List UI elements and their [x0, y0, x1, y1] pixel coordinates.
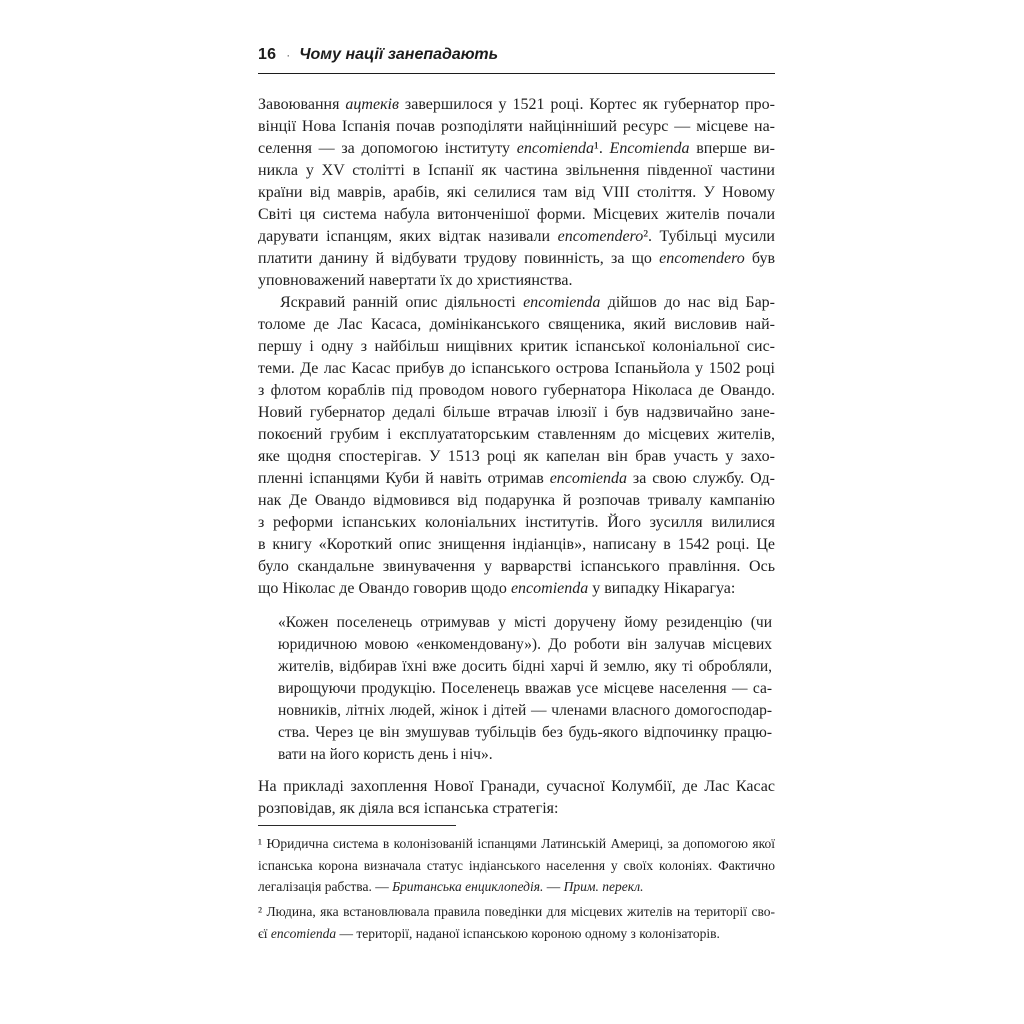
text-segment: новників, літніх людей, жінок і дітей — членами власного домогосподар-: [278, 702, 772, 719]
italic-text-segment: Прим. перекл.: [563, 879, 644, 894]
text-segment: пленні іспанцями Куби й навіть отримав: [258, 470, 550, 487]
text-segment: селення — за допомогою інституту: [258, 140, 517, 157]
text-segment: ства. Через це він змушував тубільців без будь-якого відпочинку працю-: [278, 724, 772, 741]
page-content: [258, 46, 775, 944]
text-line: [258, 160, 775, 182]
text-segment: теми. Де лас Касас прибув до іспанського острова Іспаньйола у 1502 році: [258, 360, 775, 377]
text-segment: іспанська корона визначала статус індіанського населення у своїх колоніях. Фактично: [258, 857, 775, 873]
text-segment: було скандальне звинувачення у варварстві іспанського правління. Ось: [258, 558, 775, 575]
text-segment: дійшов до нас від Бар-: [600, 294, 775, 311]
text-segment: Яскравий ранній опис діяльності: [280, 294, 524, 311]
paragraph-1: [258, 94, 775, 292]
text-segment: платити данину й відбувати трудову повинність, за що: [258, 250, 660, 267]
italic-text-segment: encomienda: [270, 925, 337, 941]
footnotes-section: [258, 833, 775, 944]
text-segment: На прикладі захоплення Нової Гранади, сучасної Колумбії, де Лас Касас: [258, 778, 775, 795]
italic-text-segment: encomendero: [557, 228, 644, 245]
text-segment: Завоювання: [258, 96, 346, 113]
text-segment: — території, наданої іспанською короною одному з колонізаторів.: [336, 925, 720, 941]
text-segment: юридичною мовою «енкомендовану»). До роботи він залучав місцевих: [278, 636, 772, 653]
text-line: [278, 678, 772, 700]
text-segment: —: [543, 879, 564, 894]
text-segment: в книгу «Короткий опис знищення індіанців», написану в 1542 році. Це: [258, 536, 775, 553]
text-line: [258, 358, 775, 380]
text-line: [278, 744, 772, 766]
text-line: [258, 901, 775, 923]
text-segment: розповідав, як діяла вся іспанська стратегія:: [258, 800, 559, 817]
text-line: [258, 424, 775, 446]
text-segment: ². Тубільці мусили: [643, 228, 775, 245]
text-segment: з реформи іспанських колоніальних інститутів. Його зусилля вилилися: [258, 514, 775, 531]
italic-text-segment: encomienda: [516, 140, 595, 157]
text-line: [258, 512, 775, 534]
text-line: [278, 612, 772, 634]
text-line: [258, 182, 775, 204]
text-line: [258, 855, 775, 877]
text-line: [278, 700, 772, 722]
text-line: [258, 402, 775, 424]
text-segment: був: [744, 250, 775, 267]
text-line: [258, 248, 775, 270]
text-line: [258, 270, 775, 292]
page-number: 16: [258, 46, 277, 63]
text-line: [278, 656, 772, 678]
text-segment: покоєний грубим і експлуататорським ставленням до місцевих жителів,: [258, 426, 775, 443]
text-line: [258, 138, 775, 160]
text-line: [258, 468, 775, 490]
block-quote: [258, 612, 775, 766]
text-line: [258, 923, 775, 945]
text-segment: ² Людина, яка встановлювала правила поведінки для місцевих жителів на території сво-: [258, 904, 775, 919]
text-segment: Світі ця система набула витонченішої форми. Місцевих жителів почали: [258, 206, 775, 223]
text-line: [258, 380, 775, 402]
text-line: [258, 336, 775, 358]
footnote-2: [258, 901, 775, 944]
text-segment: країни від маврів, арабів, які селилися там від VIII століття. У Новому: [258, 184, 775, 201]
text-line: [258, 556, 775, 578]
running-title: Чому нації занепадають: [299, 46, 499, 63]
header-rule: [258, 73, 775, 74]
text-line: [278, 634, 772, 656]
text-line: [258, 204, 775, 226]
text-line: [258, 776, 775, 798]
text-segment: толоме де Лас Касаса, домініканського священика, який висловив най-: [258, 316, 775, 333]
text-line: [258, 116, 775, 138]
text-column: [258, 94, 775, 820]
text-segment: у випадку Нікарагуа:: [588, 580, 736, 597]
italic-text-segment: encomienda: [549, 470, 628, 487]
text-segment: що Ніколас де Овандо говорив щодо: [258, 580, 511, 597]
text-line: [258, 876, 775, 898]
italic-text-segment: Британська енциклопедія.: [392, 879, 544, 894]
text-segment: «Кожен поселенець отримував у місті доручену йому резиденцію (чи: [278, 614, 772, 631]
text-segment: з флотом кораблів під проводом нового губернатора Ніколаса де Овандо.: [258, 382, 775, 399]
text-line: [278, 722, 772, 744]
text-line: [258, 226, 775, 248]
text-segment: легалізація рабства. —: [258, 879, 393, 894]
text-segment: ¹.: [594, 140, 610, 157]
paragraph-3: [258, 776, 775, 820]
text-line: [258, 292, 775, 314]
text-line: [258, 833, 775, 855]
text-segment: дарувати іспанцям, яких відтак називали: [258, 228, 558, 245]
text-line: [258, 798, 775, 820]
text-segment: вперше ви-: [689, 140, 775, 157]
text-segment: вінції Нова Іспанія почав розподіляти найцінніший ресурс — місцеве на-: [258, 118, 775, 135]
text-line: [258, 490, 775, 512]
text-segment: никла у XV столітті в Іспанії як частина звільнення південної частини: [258, 162, 775, 179]
text-segment: вирощуючи продукцію. Поселенець вважав усе місцеве населення — са-: [278, 680, 772, 697]
paragraph-2: [258, 292, 775, 600]
italic-text-segment: encomienda: [523, 294, 601, 311]
text-segment: першу і одну з найбільш нищівних критик іспанської колоніальної сис-: [258, 338, 775, 355]
italic-text-segment: Encomienda: [609, 140, 690, 157]
text-line: [258, 94, 775, 116]
text-segment: вати на його користь день і ніч».: [278, 746, 493, 763]
text-segment: завершилося у 1521 році. Кортес як губернатор про-: [398, 96, 775, 113]
footnote-separator-rule: [258, 825, 456, 826]
text-segment: єї: [258, 925, 271, 941]
text-line: [258, 578, 775, 600]
text-segment: яке щодня спостерігав. У 1513 році як капелан він брав участь у захо-: [258, 448, 775, 465]
text-line: [258, 314, 775, 336]
text-line: [258, 446, 775, 468]
running-header: [258, 46, 775, 64]
footnote-1: [258, 833, 775, 898]
text-segment: за свою службу. Од-: [627, 470, 775, 487]
text-segment: нак Де Овандо відмовився від подарунка й розпочав тривалу кампанію: [258, 492, 775, 509]
text-segment: Новий губернатор дедалі більше втрачав ілюзії і був надзвичайно зане-: [258, 404, 775, 421]
italic-text-segment: ацтеків: [345, 96, 399, 113]
text-segment: жителів, відбирав їхні вже досить бідні харчі й землю, яку ті обробляли,: [278, 658, 772, 675]
text-line: [258, 534, 775, 556]
text-segment: уповноважений навертати їх до християнства.: [258, 272, 573, 289]
italic-text-segment: encomendero: [659, 250, 745, 267]
italic-text-segment: encomienda: [510, 580, 589, 597]
header-separator-dot: ·: [286, 48, 291, 62]
text-segment: ¹ Юридична система в колонізованій іспанцями Латинській Америці, за допомогою якої: [258, 836, 775, 851]
